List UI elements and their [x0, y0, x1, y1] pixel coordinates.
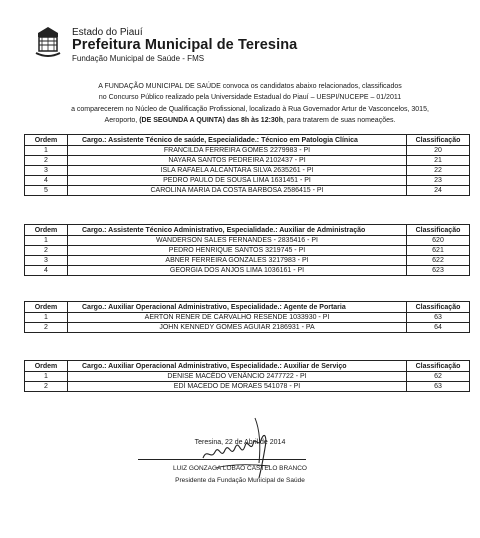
- table-row: [25, 323, 470, 333]
- nome-cell: JOHN KENNEDY GOMES AGUIAR 2186931 - PA: [68, 323, 407, 333]
- table-patologia: [24, 134, 470, 196]
- ordem-cell: 1: [25, 146, 68, 156]
- ordem-cell: 2: [25, 382, 68, 392]
- table-row: [25, 146, 470, 156]
- ordem-cell: 1: [25, 236, 68, 246]
- nome-cell: PEDRO HENRIQUE SANTOS 3219745 - PI: [68, 246, 407, 256]
- ordem-cell: 3: [25, 256, 68, 266]
- classificacao-cell: 63: [407, 313, 470, 323]
- ordem-cell: 1: [25, 372, 68, 382]
- nome-cell: NAYARA SANTOS PEDREIRA 2102437 - PI: [68, 156, 407, 166]
- classificacao-header: Classificação: [407, 361, 470, 372]
- ordem-cell: 2: [25, 156, 68, 166]
- ordem-cell: 4: [25, 266, 68, 276]
- document-header: [34, 25, 454, 67]
- classificacao-cell: 620: [407, 236, 470, 246]
- cargo-header: Cargo.: Auxiliar Operacional Administrativo, Especialidade.: Auxiliar de Serviço: [68, 361, 407, 372]
- ordem-cell: 2: [25, 246, 68, 256]
- table-row: [25, 372, 470, 382]
- table-portaria: [24, 301, 470, 333]
- ordem-cell: 4: [25, 176, 68, 186]
- nome-cell: GEORGIA DOS ANJOS LIMA 1036161 - PI: [68, 266, 407, 276]
- nome-cell: EDÍ MACEDO DE MORAES 541078 - PI: [68, 382, 407, 392]
- signer-role: Presidente da Fundação Municipal de Saúde: [175, 477, 305, 484]
- classificacao-cell: 622: [407, 256, 470, 266]
- nome-cell: ABNER FERREIRA GONZALES 3217983 - PI: [68, 256, 407, 266]
- fundacao-subtitle: Fundação Municipal de Saúde - FMS: [72, 54, 205, 63]
- table-administracao: [24, 224, 470, 276]
- intro-line-2: no Concurso Público realizado pela Universidade Estadual do Piauí – UESPI/NUCEPE – 01/2011: [98, 94, 402, 102]
- classificacao-cell: 22: [407, 166, 470, 176]
- table-row: [25, 256, 470, 266]
- intro-line-4a: Aeroporto,: [104, 116, 140, 124]
- classificacao-cell: 63: [407, 382, 470, 392]
- ordem-header: Ordem: [25, 225, 68, 236]
- municipal-crest-icon: [34, 25, 62, 61]
- nome-cell: ISLA RAFAELA ALCANTARA SILVA 2635261 - PI: [68, 166, 407, 176]
- ordem-header: Ordem: [25, 135, 68, 146]
- nome-cell: CAROLINA MARIA DA COSTA BARBOSA 2586415 - PI: [68, 186, 407, 196]
- intro-schedule: (DE SEGUNDA A QUINTA) das 8h às 12:30h: [139, 116, 283, 124]
- table-header: [25, 225, 470, 236]
- classificacao-cell: 62: [407, 372, 470, 382]
- ordem-cell: 2: [25, 323, 68, 333]
- table-row: [25, 313, 470, 323]
- classificacao-cell: 623: [407, 266, 470, 276]
- classificacao-cell: 23: [407, 176, 470, 186]
- state-name: Estado do Piauí: [72, 27, 143, 38]
- signer-name: LUIZ GONZAGA LOBÃO CASTELO BRANCO: [172, 465, 307, 472]
- signature-line: [138, 459, 306, 460]
- intro-line-1: A FUNDAÇÃO MUNICIPAL DE SAÚDE convoca os candidatos abaixo relacionados, classificados: [98, 83, 402, 90]
- table-row: [25, 176, 470, 186]
- classificacao-header: Classificação: [407, 302, 470, 313]
- cargo-header: Cargo.: Assistente Técnico Administrativo, Especialidade.: Auxiliar de Administração: [68, 225, 407, 236]
- table-row: [25, 246, 470, 256]
- intro-line-4: [40, 115, 460, 126]
- table-row: [25, 382, 470, 392]
- ordem-cell: 1: [25, 313, 68, 323]
- intro-line-3: a comparecerem no Núcleo de Qualificação Profissional, localizado à Rua Governador Artur de Vasconcelos, 3015,: [71, 105, 429, 113]
- table-row: [25, 236, 470, 246]
- table-row: [25, 166, 470, 176]
- cargo-header: Cargo.: Assistente Técnico de saúde, Especialidade.: Técnico em Patologia Clínica: [68, 135, 407, 146]
- classificacao-header: Classificação: [407, 135, 470, 146]
- table-servico: [24, 360, 470, 392]
- place-date: Teresina, 22 de Abril de 2014: [194, 439, 286, 446]
- nome-cell: WANDERSON SALES FERNANDES - 2835416 - PI: [68, 236, 407, 246]
- classificacao-cell: 64: [407, 323, 470, 333]
- classificacao-cell: 20: [407, 146, 470, 156]
- table-header: [25, 135, 470, 146]
- classificacao-header: Classificação: [407, 225, 470, 236]
- cargo-header: Cargo.: Auxiliar Operacional Administrativo, Especialidade.: Agente de Portaria: [68, 302, 407, 313]
- nome-cell: PEDRO PAULO DE SOUSA LIMA 1631451 - PI: [68, 176, 407, 186]
- table-row: [25, 186, 470, 196]
- ordem-cell: 3: [25, 166, 68, 176]
- convocation-text: [40, 81, 460, 126]
- classificacao-cell: 24: [407, 186, 470, 196]
- table-header: [25, 302, 470, 313]
- table-row: [25, 266, 470, 276]
- prefeitura-title: Prefeitura Municipal de Teresina: [72, 37, 298, 53]
- table-header: [25, 361, 470, 372]
- nome-cell: FRANCILDA FERREIRA GOMES 2279983 - PI: [68, 146, 407, 156]
- nome-cell: DENISE MACÊDO VENÂNCIO 2477722 - PI: [68, 372, 407, 382]
- classificacao-cell: 621: [407, 246, 470, 256]
- ordem-header: Ordem: [25, 361, 68, 372]
- nome-cell: AERTON RENER DE CARVALHO RESENDE 1033930 - PI: [68, 313, 407, 323]
- ordem-cell: 5: [25, 186, 68, 196]
- ordem-header: Ordem: [25, 302, 68, 313]
- table-row: [25, 156, 470, 166]
- intro-line-4c: , para tratarem de suas nomeações.: [282, 116, 396, 124]
- classificacao-cell: 21: [407, 156, 470, 166]
